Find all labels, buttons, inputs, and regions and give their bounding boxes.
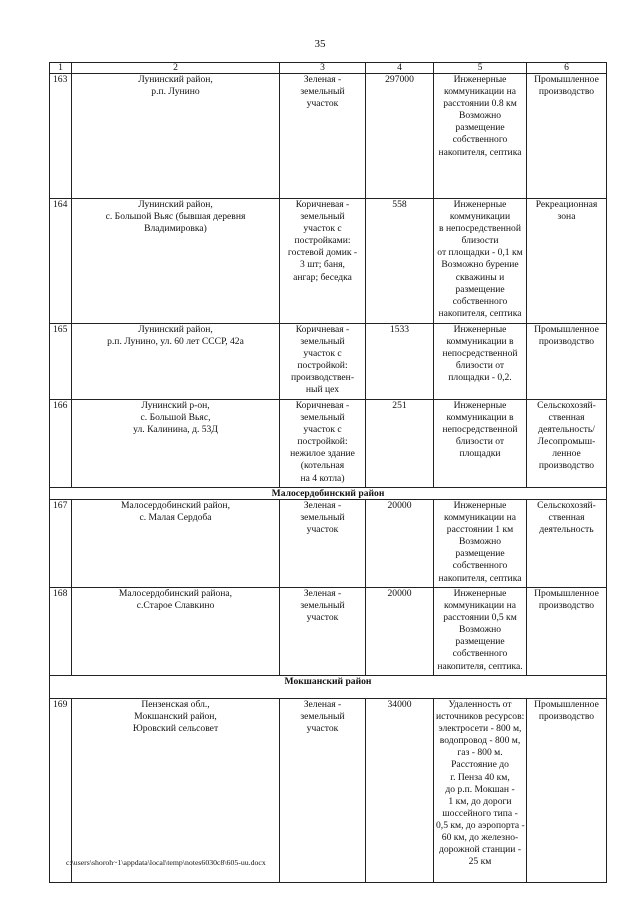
purpose-cell	[527, 699, 607, 883]
category-cell	[280, 199, 366, 324]
category-cell-line: участок с	[303, 223, 342, 235]
category-cell	[280, 588, 366, 676]
location-cell-line: Малосердобинский района,	[118, 588, 233, 599]
table-row	[50, 500, 607, 588]
location-cell-line: с.Старое Славкино	[136, 600, 215, 612]
column-number-3: 3	[280, 63, 366, 74]
purpose-cell-line: Рекреационная	[535, 199, 598, 210]
table-row	[50, 199, 607, 324]
category-cell-line: постройкой:	[297, 436, 348, 448]
page-number: 35	[314, 38, 326, 50]
category-cell-line: нежилое здание	[290, 448, 355, 460]
category-cell-line: на 4 котла)	[300, 472, 345, 484]
infrastructure-cell-line: г. Пенза 40 км,	[450, 771, 510, 783]
infrastructure-cell	[434, 400, 527, 488]
infrastructure-cell-line: расстоянии 0.8 км	[443, 98, 517, 110]
infrastructure-cell-line: собственного	[452, 648, 508, 660]
infrastructure-cell-line: 1 км, до дороги	[448, 795, 512, 807]
row-number: 164	[50, 199, 72, 324]
location-cell	[72, 500, 280, 588]
infrastructure-cell-line: расстоянии 1 км	[446, 524, 514, 536]
infrastructure-cell-line: Возможно	[458, 536, 502, 548]
infrastructure-cell-line: скважины и	[455, 271, 505, 283]
category-cell-line: участок с	[303, 348, 342, 360]
section-title: Малосердобинский район	[50, 488, 607, 500]
infrastructure-cell-line: электросети - 800 м,	[438, 723, 522, 735]
infrastructure-cell-line: коммуникации на	[444, 512, 516, 524]
infrastructure-cell	[434, 74, 527, 199]
purpose-cell-line: Лесопромыш-	[537, 436, 596, 448]
infrastructure-cell-line: Инженерные	[453, 588, 507, 599]
purpose-cell-line: ственная	[548, 512, 585, 524]
infrastructure-cell	[434, 500, 527, 588]
infrastructure-cell-line: 0,5 км, до аэропорта -	[436, 819, 525, 831]
infrastructure-cell-line: собственного	[452, 295, 508, 307]
infrastructure-cell-line: накопителя, септика	[438, 307, 522, 319]
infrastructure-cell	[434, 199, 527, 324]
infrastructure-cell-line: шоссейного типа -	[442, 807, 518, 819]
category-cell-line: участок	[306, 723, 339, 735]
land-plots-table	[49, 62, 607, 883]
infrastructure-cell-line: близости от	[455, 360, 505, 372]
location-cell-line: Пензенская обл.,	[141, 699, 210, 710]
row-number: 165	[50, 324, 72, 400]
infrastructure-cell-line: непосредственной	[442, 348, 518, 360]
location-cell-line: с. Большой Вьяс (бывшая деревня	[105, 211, 246, 223]
purpose-cell-line: Промышленное	[534, 588, 599, 599]
table-row	[50, 400, 607, 488]
location-cell-line: ул. Калинина, д. 53Д	[133, 424, 218, 436]
category-cell-line: земельный	[300, 412, 345, 424]
location-cell-line: Мокшанский район,	[134, 711, 217, 723]
purpose-cell-line: зона	[557, 211, 576, 223]
infrastructure-cell-line: Расстояние до	[451, 759, 509, 771]
location-cell	[72, 74, 280, 199]
table-row	[50, 324, 607, 400]
infrastructure-cell-line: от площадки - 0,1 км	[437, 247, 523, 259]
category-cell-line: постройкой:	[297, 360, 348, 372]
column-number-4: 4	[366, 63, 434, 74]
infrastructure-cell-line: водопровод - 800 м,	[439, 735, 521, 747]
purpose-cell-line: Сельскохозяй-	[537, 500, 596, 511]
purpose-cell-line: Сельскохозяй-	[537, 400, 596, 411]
infrastructure-cell-line: расстоянии 0,5 км	[443, 612, 517, 624]
location-cell-line: Лунинский район,	[138, 199, 213, 210]
infrastructure-cell-line: размещение	[455, 548, 505, 560]
purpose-cell-line: Промышленное	[534, 699, 599, 710]
infrastructure-cell-line: коммуникации в	[446, 336, 514, 348]
column-number-1: 1	[50, 63, 72, 74]
location-cell-line: Лунинский р-он,	[141, 400, 210, 411]
category-cell-line: земельный	[300, 86, 345, 98]
category-cell-line: участок	[306, 98, 339, 110]
infrastructure-cell-line: 60 км, до железно-	[441, 832, 519, 844]
purpose-cell-line: деятельность	[539, 524, 594, 536]
category-cell	[280, 699, 366, 883]
category-cell-line: участок с	[303, 424, 342, 436]
table-row	[50, 699, 607, 883]
infrastructure-cell-line: Возможно бурение	[441, 259, 519, 271]
section-title: Мокшанский район	[50, 676, 607, 699]
infrastructure-cell-line: близости от	[455, 436, 505, 448]
purpose-cell	[527, 500, 607, 588]
purpose-cell	[527, 199, 607, 324]
category-cell-line: 3 шт; баня,	[300, 259, 345, 271]
purpose-cell	[527, 324, 607, 400]
category-cell-line: земельный	[300, 512, 345, 524]
infrastructure-cell-line: Удаленность от	[448, 699, 512, 710]
category-cell-line: Зеленая -	[303, 74, 342, 85]
purpose-cell	[527, 74, 607, 199]
location-cell-line: Малосердобинский район,	[121, 500, 230, 511]
infrastructure-cell-line: Инженерные	[453, 199, 507, 210]
table-row	[50, 588, 607, 676]
category-cell-line: гостевой домик -	[287, 247, 358, 259]
infrastructure-cell	[434, 588, 527, 676]
location-cell	[72, 699, 280, 883]
infrastructure-cell-line: до р.п. Мокшан -	[445, 783, 515, 795]
area-cell: 34000	[366, 699, 434, 883]
purpose-cell-line: ственная	[548, 412, 585, 424]
category-cell	[280, 500, 366, 588]
location-cell	[72, 400, 280, 488]
category-cell	[280, 400, 366, 488]
location-cell	[72, 199, 280, 324]
infrastructure-cell-line: Инженерные	[453, 400, 507, 411]
location-cell-line: р.п. Лунино	[151, 86, 200, 98]
infrastructure-cell-line: коммуникации на	[444, 86, 516, 98]
table-row	[50, 74, 607, 199]
purpose-cell-line: деятельность/	[538, 424, 595, 436]
category-cell-line: (котельная	[300, 460, 345, 472]
infrastructure-cell-line: собственного	[452, 134, 508, 146]
row-number: 169	[50, 699, 72, 883]
category-cell-line: Коричневая -	[295, 199, 350, 210]
infrastructure-cell-line: Возможно	[458, 624, 502, 636]
infrastructure-cell-line: коммуникации в	[446, 412, 514, 424]
infrastructure-cell-line: Инженерные	[453, 74, 507, 85]
infrastructure-cell-line: 25 км	[468, 856, 492, 868]
area-cell: 297000	[366, 74, 434, 199]
purpose-cell-line: производство	[538, 86, 595, 98]
location-cell-line: Владимировка)	[144, 223, 207, 235]
column-number-6: 6	[527, 63, 607, 74]
infrastructure-cell-line: непосредственной	[442, 424, 518, 436]
infrastructure-cell	[434, 324, 527, 400]
infrastructure-cell-line: накопителя, септика	[438, 572, 522, 584]
infrastructure-cell-line: газ - 800 м.	[457, 747, 503, 759]
row-number: 163	[50, 74, 72, 199]
infrastructure-cell-line: накопителя, септика	[438, 146, 522, 158]
area-cell: 251	[366, 400, 434, 488]
infrastructure-cell-line: Возможно	[458, 110, 502, 122]
location-cell	[72, 588, 280, 676]
category-cell-line: ный цех	[305, 384, 340, 396]
infrastructure-cell-line: размещение	[455, 636, 505, 648]
category-cell-line: Зеленая -	[303, 699, 342, 710]
infrastructure-cell-line: площадки	[459, 448, 501, 460]
purpose-cell-line: производство	[538, 711, 595, 723]
purpose-cell	[527, 400, 607, 488]
infrastructure-cell-line: близости	[461, 235, 499, 247]
location-cell-line: Лунинский район,	[138, 74, 213, 85]
row-number: 168	[50, 588, 72, 676]
location-cell-line: р.п. Лунино, ул. 60 лет СССР, 42а	[107, 336, 244, 348]
area-cell: 20000	[366, 588, 434, 676]
infrastructure-cell-line: собственного	[452, 560, 508, 572]
table-header-row	[50, 63, 607, 74]
category-cell-line: земельный	[300, 711, 345, 723]
category-cell-line: земельный	[300, 336, 345, 348]
purpose-cell-line: производство	[538, 600, 595, 612]
purpose-cell-line: Промышленное	[534, 74, 599, 85]
infrastructure-cell-line: коммуникации	[449, 211, 511, 223]
infrastructure-cell-line: Инженерные	[453, 500, 507, 511]
category-cell-line: Коричневая -	[295, 324, 350, 335]
location-cell-line: Юровский сельсовет	[132, 723, 219, 735]
infrastructure-cell-line: накопителя, септика.	[437, 660, 523, 672]
location-cell	[72, 324, 280, 400]
category-cell-line: участок	[306, 524, 339, 536]
row-number: 166	[50, 400, 72, 488]
category-cell-line: Зеленая -	[303, 500, 342, 511]
purpose-cell-line: ленное	[552, 448, 581, 460]
column-number-2: 2	[72, 63, 280, 74]
infrastructure-cell-line: дорожной станции -	[438, 844, 522, 856]
category-cell-line: постройками:	[294, 235, 351, 247]
purpose-cell-line: Промышленное	[534, 324, 599, 335]
category-cell	[280, 324, 366, 400]
purpose-cell	[527, 588, 607, 676]
area-cell: 1533	[366, 324, 434, 400]
category-cell-line: ангар; беседка	[293, 271, 352, 283]
section-row	[50, 488, 607, 500]
category-cell-line: земельный	[300, 600, 345, 612]
infrastructure-cell-line: коммуникации на	[444, 600, 516, 612]
area-cell: 558	[366, 199, 434, 324]
infrastructure-cell-line: размещение	[455, 122, 505, 134]
category-cell-line: участок	[306, 612, 339, 624]
category-cell-line: земельный	[300, 211, 345, 223]
file-path-footer: c:\users\shoroh~1\appdata\local\temp\notes6030c8\605-uu.docx	[66, 858, 266, 867]
location-cell-line: с. Малая Сердоба	[139, 512, 212, 524]
infrastructure-cell-line: источников ресурсов:	[436, 711, 525, 723]
section-row	[50, 676, 607, 699]
infrastructure-cell-line: в непосредственной	[439, 223, 521, 235]
infrastructure-cell-line: Инженерные	[453, 324, 507, 335]
purpose-cell-line: производство	[538, 336, 595, 348]
category-cell-line: Зеленая -	[303, 588, 342, 599]
area-cell: 20000	[366, 500, 434, 588]
category-cell-line: Коричневая -	[295, 400, 350, 411]
location-cell-line: с. Большой Вьяс,	[140, 412, 211, 424]
row-number: 167	[50, 500, 72, 588]
category-cell	[280, 74, 366, 199]
location-cell-line: Лунинский район,	[138, 324, 213, 335]
category-cell-line: производствен-	[290, 372, 355, 384]
purpose-cell-line: производство	[538, 460, 595, 472]
infrastructure-cell-line: площадки - 0,2.	[448, 372, 512, 384]
infrastructure-cell-line: размещение	[455, 283, 505, 295]
column-number-5: 5	[434, 63, 527, 74]
infrastructure-cell	[434, 699, 527, 883]
